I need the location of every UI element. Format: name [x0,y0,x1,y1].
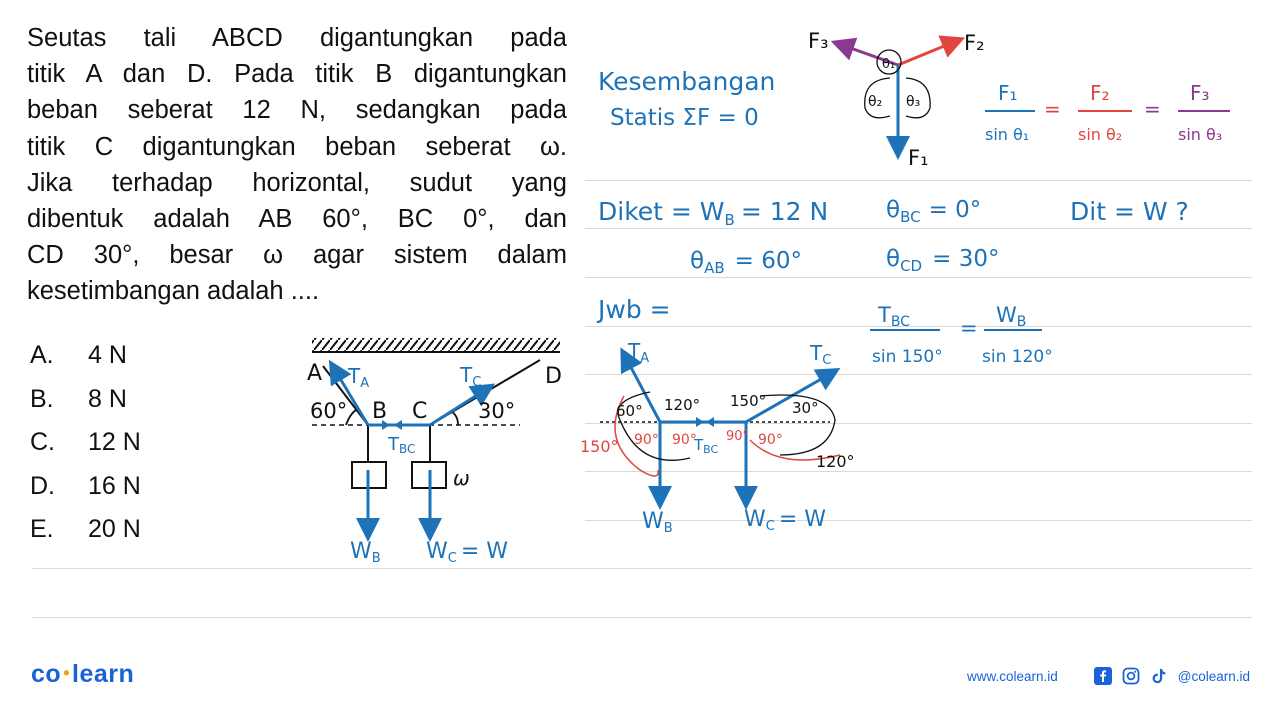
colearn-logo [31,660,134,689]
lami-sin2: sin θ₂ [1078,125,1123,144]
theta3-label: θ₃ [906,94,921,110]
option-value: 4 N [88,341,127,369]
option-letter: D. [30,471,55,500]
lami-sin3: sin θ₃ [1178,125,1223,144]
question-line: CD 30°, besar ω agar sistem dalam [27,241,567,270]
label-c: C [412,399,428,424]
option-e[interactable] [30,508,141,552]
option-d[interactable] [30,465,141,509]
ruled-line [32,617,1252,618]
question-text [27,20,567,310]
weight-omega-label: ω [453,466,470,490]
question-line: kesetimbangan adalah .... [27,277,320,306]
angle-arc-30 [452,412,458,425]
tbc-label: $T_{BC}$ [694,436,719,456]
theta-cd-text: $\theta_{CD} = 30^\circ$ [886,246,1000,275]
label-a: A [307,361,323,386]
answer-options [30,334,141,552]
handwritten-notes [580,0,1270,560]
frac-wb: WB [996,303,1027,330]
angle-90-3: 90° [726,429,750,444]
website-link[interactable]: www.colearn.id [966,668,1058,684]
theta-ab-text: $\theta_{AB} = 60^\circ$ [690,248,802,277]
option-value: 20 N [88,515,141,543]
angle-60: 60° [616,402,643,420]
lami-eq-1: = [1044,97,1061,121]
f1-label: F₁ [908,146,929,170]
wc-label: WC = W [744,507,827,534]
instagram-icon[interactable] [1122,667,1140,685]
option-value: 16 N [88,471,141,500]
f3-label: F₃ [808,29,829,53]
lami-f2: F₂ [1090,81,1110,105]
question-line: Jika terhadap horizontal, sudut yang [27,168,567,197]
logo-learn: learn [72,660,135,688]
lami-f3: F₃ [1190,81,1210,105]
facebook-icon[interactable] [1094,667,1112,685]
frac-sin120: sin 120° [982,347,1053,367]
f2-label: F₂ [964,31,985,55]
footer-links [967,667,1250,685]
ceiling-hatch [312,338,560,352]
tension-bc-label: TBC [388,434,416,456]
question-line: titik A dan D. Pada titik B digantungkan [27,60,567,89]
option-letter: B. [30,384,54,413]
option-a[interactable] [30,334,141,378]
diket-text: Diket = $W_B = 12$ N [598,197,829,229]
frac-eq: = [960,316,978,340]
lami-f1: F₁ [998,81,1018,105]
angle-120: 120° [664,396,701,414]
angle-90-1: 90° [634,432,659,448]
option-c[interactable] [30,421,141,465]
theta2-label: θ₂ [868,94,883,110]
ta-label: $T_A$ [628,339,650,366]
frac-sin150: sin 150° [872,347,943,367]
lami-sin1: sin θ₁ [985,125,1030,144]
label-b: B [372,399,388,424]
angle-150: 150° [730,392,767,410]
heading-statis: Statis ΣF = 0 [610,105,759,131]
option-value: 8 N [88,384,127,413]
weight-c-label: WC = W [426,539,509,566]
angle-30-label: 30° [478,399,516,423]
question-line: titik C digantungkan beban seberat ω. [27,132,567,161]
angle-120-bottom: 120° [816,452,855,471]
question-line: beban seberat 12 N, sedangkan pada [27,96,567,125]
logo-co: co [31,660,62,688]
angle-30: 30° [792,399,819,417]
logo-dot: • [63,663,70,683]
angle-90-2: 90° [672,432,697,448]
angle-150-left: 150° [580,437,619,456]
option-letter: E. [30,515,54,543]
wb-label: WB [642,509,673,536]
lami-eq-2: = [1144,97,1161,121]
frac-tbc: TBC [878,303,910,330]
option-letter: A. [30,341,54,369]
option-letter: C. [30,428,55,456]
question-line: dibentuk adalah AB 60°, BC 0°, dan [27,205,567,234]
theta-bc-text: $\theta_{BC} = 0^\circ$ [886,197,982,226]
jwb-text: Jwb = [598,295,671,324]
force-f2-arrow [898,42,954,65]
angle-arc-60 [346,410,356,425]
rope-diagram [290,330,590,570]
angle-90-4: 90° [758,432,783,448]
label-d: D [545,364,562,389]
tiktok-icon[interactable] [1150,667,1168,685]
question-line: Seutas tali ABCD digantungkan pada [27,24,567,52]
dit-text: Dit = W ? [1070,197,1189,226]
angle-60-label: 60° [310,399,348,423]
tc-label: $T_C$ [810,341,832,368]
option-b[interactable] [30,378,141,422]
option-value: 12 N [88,428,141,456]
tension-c-label: $T_C$ [460,363,482,390]
ruled-line [32,568,1252,569]
theta1-label: θ₁ [882,57,896,72]
weight-b-label: WB [350,539,381,566]
social-handle[interactable]: @colearn.id [1177,668,1250,684]
tension-a-label: $T_A$ [348,364,370,391]
heading-keseimbangan: Kesembangan [598,67,776,96]
